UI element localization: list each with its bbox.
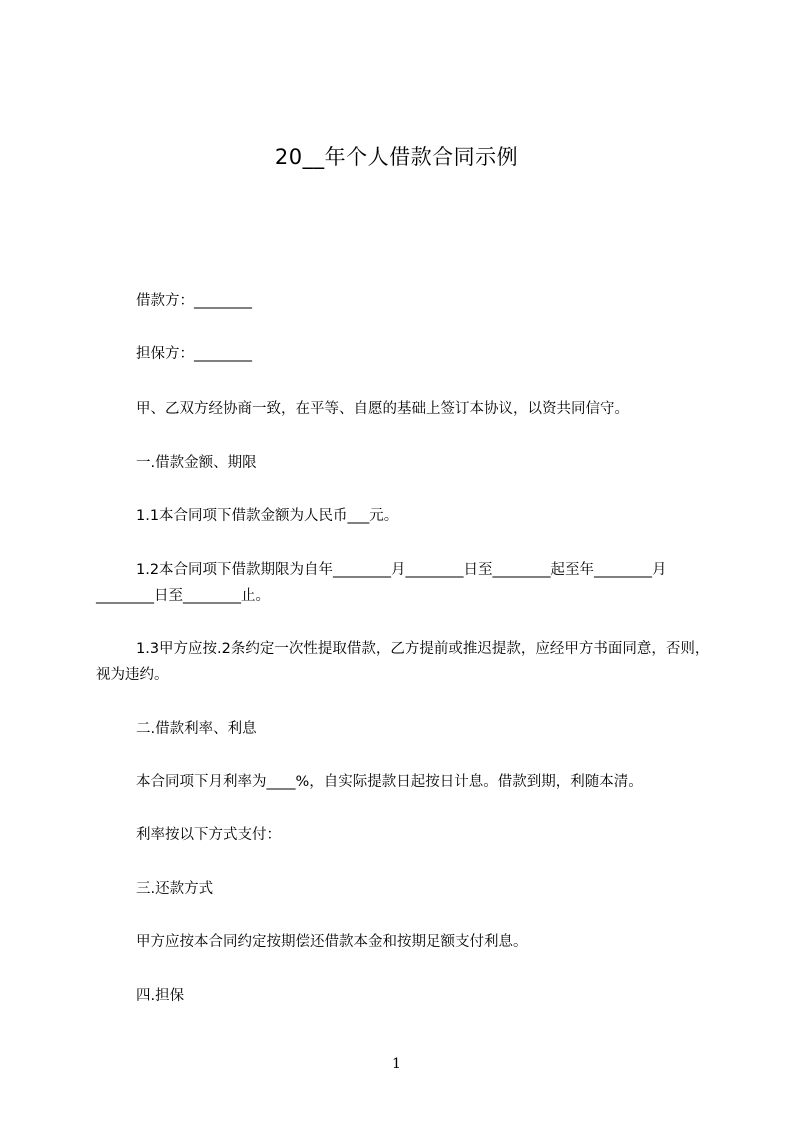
guarantor-line: 担保方：________ bbox=[136, 346, 252, 362]
interest-payment-paragraph: 利率按以下方式支付： bbox=[136, 827, 281, 843]
section-heading-3: 三.还款方式 bbox=[136, 881, 214, 897]
section-heading-1: 一.借款金额、期限 bbox=[136, 455, 257, 471]
section-heading-2: 二.借款利率、利息 bbox=[136, 721, 257, 737]
clause-1-1: 1.1本合同项下借款金额为人民币___元。 bbox=[136, 508, 399, 524]
interest-rate-paragraph: 本合同项下月利率为____%，自实际提款日起按日计息。借款到期，利随本清。 bbox=[136, 774, 643, 790]
repayment-paragraph: 甲方应按本合同约定按期偿还借款本金和按期足额支付利息。 bbox=[136, 934, 528, 950]
clause-1-3: 1.3甲方应按.2条约定一次性提取借款，乙方提前或推迟提款，应经甲方书面同意，否则，视为违约。 bbox=[96, 641, 710, 683]
preamble-paragraph: 甲、乙双方经协商一致，在平等、自愿的基础上签订本协议，以资共同信守。 bbox=[136, 401, 629, 417]
clause-1-2: 1.2本合同项下借款期限为自年________月________日至________起至年________月________日至________止。 bbox=[96, 562, 667, 604]
section-heading-4: 四.担保 bbox=[136, 988, 185, 1004]
borrower-line: 借款方：________ bbox=[136, 293, 252, 309]
page-number: 1 bbox=[392, 1056, 401, 1072]
document-title: 20__年个人借款合同示例 bbox=[274, 145, 519, 169]
